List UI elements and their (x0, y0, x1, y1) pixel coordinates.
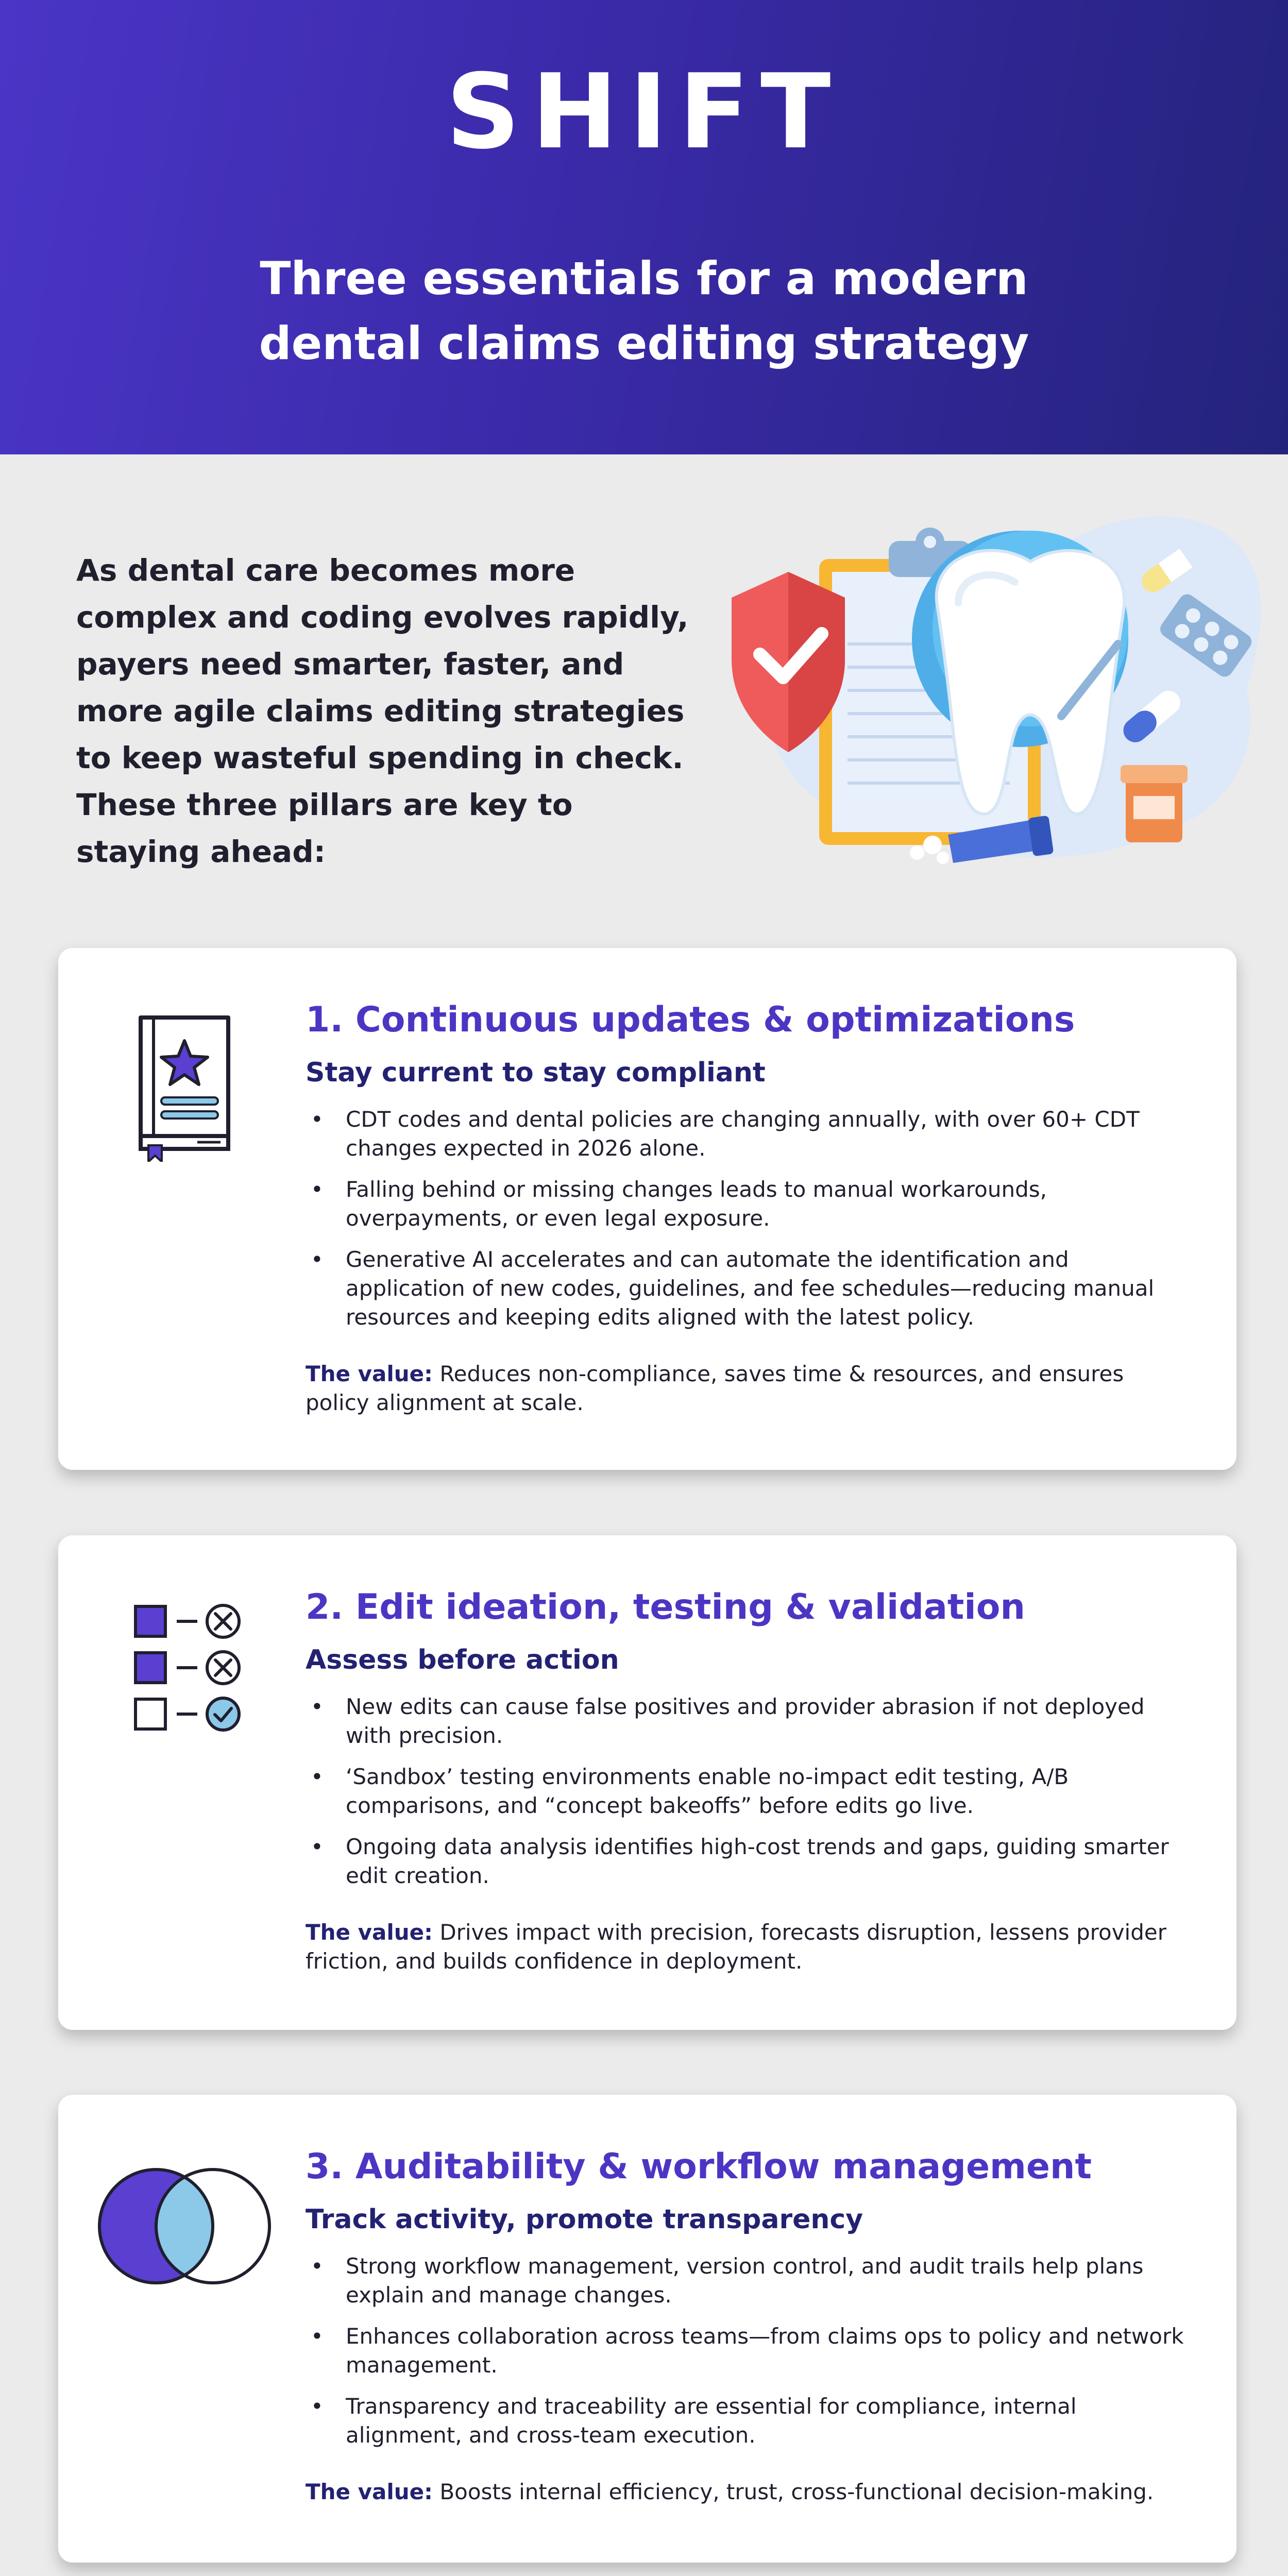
pillar-value (306, 2478, 1185, 2506)
pillar-title: 1. Continuous updates & optimizations (306, 999, 1075, 1040)
pillar-subtitle: Stay current to stay compliant (306, 1057, 766, 1088)
value-text: Reduces non-compliance, saves time & resources, and ensures policy alignment at scale. (306, 1361, 1124, 1415)
value-label: The value: (306, 2479, 433, 2504)
pillar-subtitle: Track activity, promote transparency (306, 2204, 863, 2235)
pillar-value (306, 1918, 1185, 1976)
bullet-item: • New edits can cause false positives and provider abrasion if not deployed with precision. (306, 1692, 1185, 1750)
pillar-card-1 (58, 948, 1236, 1470)
bullet-item: • Ongoing data analysis identifies high-cost trends and gaps, guiding smarter edit creation. (306, 1833, 1185, 1890)
page-headline (0, 246, 1288, 376)
pillar-body-1 (306, 997, 1185, 1417)
bullet-item: • Strong workflow management, version control, and audit trails help plans explain and manage changes. (306, 2252, 1185, 2310)
book-star-icon (125, 1007, 244, 1162)
headline-line-2: dental claims editing strategy (259, 317, 1029, 370)
pillar-title: 3. Auditability & workflow management (306, 2146, 1092, 2187)
pillar-subtitle: Assess before action (306, 1645, 619, 1675)
pillar-body-2 (306, 1584, 1185, 1976)
pillar-card-2 (58, 1535, 1236, 2030)
dental-claims-illustration (701, 474, 1278, 896)
headline-line-1: Three essentials for a modern (260, 252, 1028, 305)
pillar-card-3 (58, 2095, 1236, 2563)
pillar-bullet-list (306, 2252, 1185, 2450)
pillar-value (306, 1360, 1185, 1417)
pillar-body-3 (306, 2144, 1185, 2506)
bullet-item: • Generative AI accelerates and can automate the identification and application of new codes, guidelines, and fee schedules—reducing manual resources and keeping edits aligned with the latest policy. (306, 1245, 1185, 1332)
bullet-item: • Enhances collaboration across teams—from claims ops to policy and network management. (306, 2322, 1185, 2380)
checklist-icon (125, 1596, 254, 1735)
value-text: Boosts internal efficiency, trust, cross-functional decision-making. (432, 2479, 1154, 2504)
value-label: The value: (306, 1361, 433, 1386)
header-banner (0, 0, 1288, 454)
pill-bottle-icon (1121, 765, 1188, 842)
bullet-item: • ‘Sandbox’ testing environments enable no-impact edit testing, A/B comparisons, and “concept bakeoffs” before edits go live. (306, 1762, 1185, 1820)
bullet-item: • CDT codes and dental policies are changing annually, with over 60+ CDT changes expected in 2026 alone. (306, 1105, 1185, 1163)
pillar-bullet-list (306, 1692, 1185, 1890)
intro-paragraph: As dental care becomes more complex and coding evolves rapidly, payers need smarter, faster, and more agile claims editing strategies to keep wasteful spending in check. These three pillars are key to staying ahead: (76, 553, 689, 869)
value-text: Drives impact with precision, forecasts disruption, lessens provider friction, and builds confidence in deployment. (306, 1920, 1166, 1974)
bullet-item: • Falling behind or missing changes leads to manual workarounds, overpayments, or even legal exposure. (306, 1175, 1185, 1233)
shift-logo: SHIFT (446, 52, 842, 172)
value-label: The value: (306, 1920, 433, 1945)
bullet-item: • Transparency and traceability are essential for compliance, internal alignment, and cross-team execution. (306, 2392, 1185, 2450)
pillar-title: 2. Edit ideation, testing & validation (306, 1587, 1025, 1628)
pillar-bullet-list (306, 1105, 1185, 1332)
venn-diagram-icon (94, 2164, 275, 2288)
